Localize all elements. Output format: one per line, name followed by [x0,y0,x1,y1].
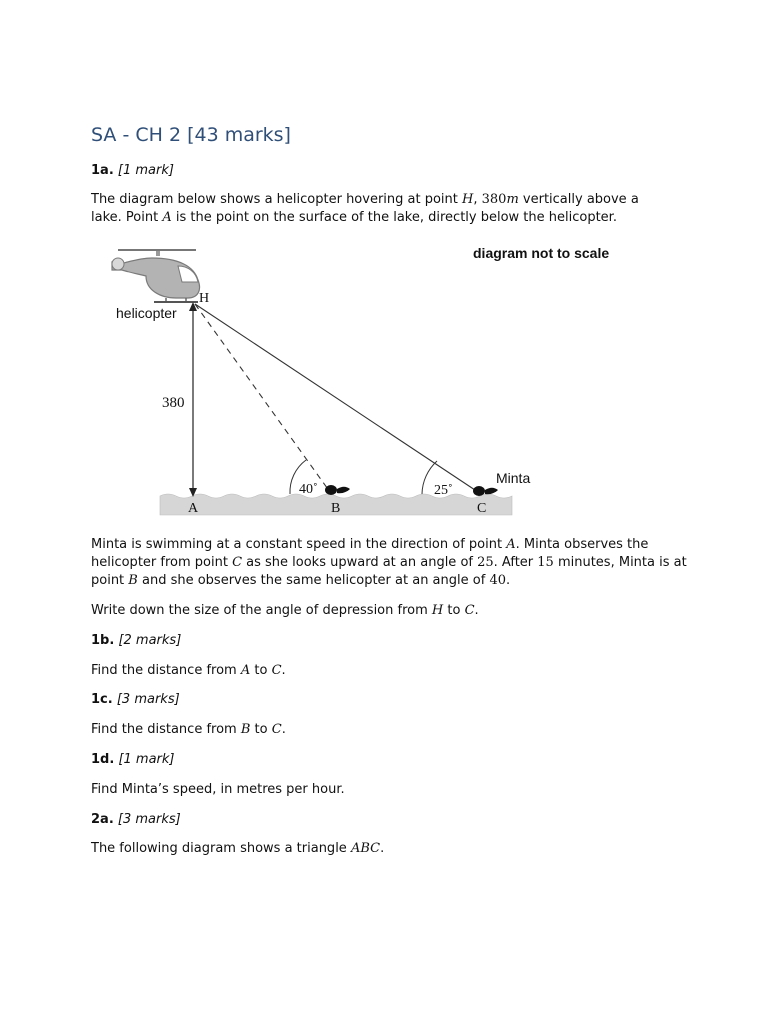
angle-label-B: 40˚ [299,482,318,497]
helicopter-label: helicopter [116,305,177,321]
text-span: . After [493,555,538,570]
q1a-number: 1a. [91,163,114,178]
text-span: Find the distance from [91,663,241,678]
text-span: . [281,722,286,737]
q1b-question [91,662,286,680]
q1b-marks: [2 marks] [118,633,182,648]
angle-label-C: 25˚ [434,483,453,498]
q1c-marks: [3 marks] [116,692,180,707]
q1c-question [91,721,286,739]
math-C: C [271,663,282,678]
math-25: 25 [477,555,494,570]
text-span: helicopter from point [91,555,233,570]
q1d-number: 1d. [91,752,115,767]
text-span: and she observes the same helicopter at an angle of [137,573,490,588]
math-A: A [240,663,251,678]
q1a-para-line3 [91,572,510,590]
text-span: to [250,663,272,678]
text-span: minutes, Minta is at [553,555,687,570]
page-title: SA - CH 2 [43 marks] [91,124,291,146]
q1c-number: 1c. [91,692,113,707]
arrow-up-icon [189,302,197,311]
line-H-B [195,304,330,492]
label-H: H [199,291,210,306]
q1a-marks: [1 mark] [117,163,174,178]
q1d-question: Find Minta’s speed, in metres per hour. [91,782,345,797]
q2a-question [91,840,384,858]
height-label: 380 [162,395,185,411]
swimmer-label: Minta [496,470,531,486]
swimmer-icon-B [325,485,350,495]
math-B: B [240,722,251,737]
helicopter-icon [112,250,200,302]
q1a-para-line1 [91,536,648,554]
q1d-marks: [1 mark] [118,752,175,767]
text-span: as she looks upward at an angle of [242,555,478,570]
math-40: 40 [489,573,506,588]
q2a-number: 2a. [91,812,114,827]
q2a-header [91,811,181,829]
math-H: H [431,603,444,618]
text-span: . [281,663,286,678]
text-span: to [443,603,465,618]
text-span: is the point on the surface of the lake, directly below the helicopter. [171,210,617,225]
text-span: . [505,573,511,588]
line-H-C [195,304,478,492]
math-C: C [271,722,282,737]
math-B: B [128,573,138,588]
math-A: A [506,537,516,552]
text-span: to [250,722,272,737]
math-380: 380 [481,192,507,207]
text-span: . [474,603,479,618]
label-C: C [477,501,487,516]
math-A: A [162,210,172,225]
label-A: A [188,501,199,516]
q1a-para-line2 [91,554,687,572]
text-span: lake. Point [91,210,163,225]
text-span: point [91,573,129,588]
math-C: C [232,555,243,570]
q1b-number: 1b. [91,633,115,648]
q1c-header [91,691,180,709]
math-15: 15 [537,555,554,570]
text-span: The following diagram shows a triangle [91,841,351,856]
text-span: , [473,192,482,207]
diagram-note: diagram not to scale [473,245,610,261]
math-C: C [464,603,475,618]
text-span: Minta is swimming at a constant speed in the direction of point [91,537,507,552]
text-span: The diagram below shows a helicopter hovering at point [91,192,463,207]
text-span: . Minta observes the [515,537,649,552]
text-span: . [380,841,385,856]
text-span: Write down the size of the angle of depression from [91,603,432,618]
math-ABC: ABC [350,841,381,856]
q1b-header [91,632,181,650]
q2a-marks: [3 marks] [117,812,181,827]
q1d-header [91,751,175,769]
text-span: Find the distance from [91,722,241,737]
q1a-question [91,602,479,620]
math-unit-m: m [506,192,519,207]
label-B: B [331,501,341,516]
math-H: H [462,192,474,207]
text-span: vertically above a [518,192,639,207]
